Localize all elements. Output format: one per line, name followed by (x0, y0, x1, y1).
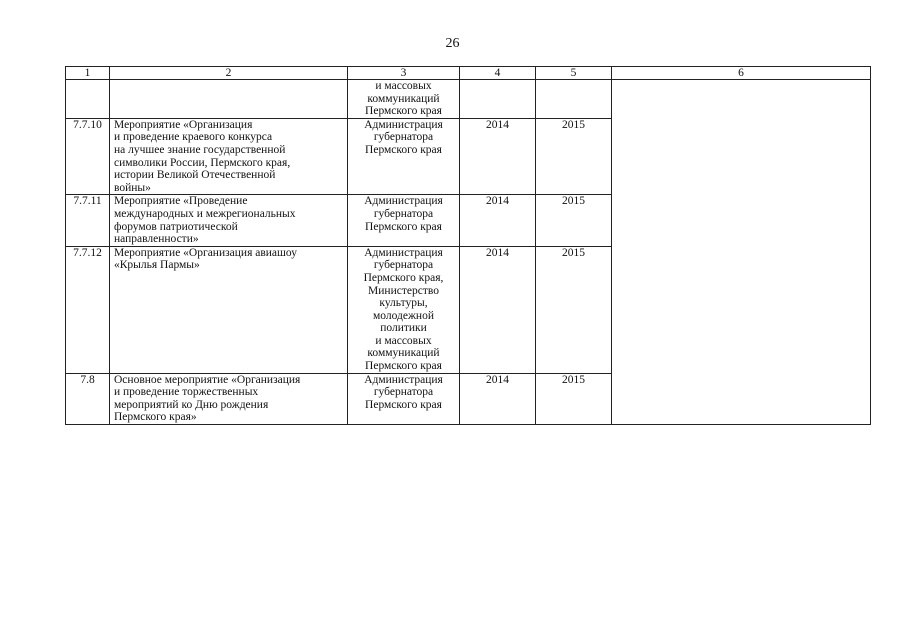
executor: Администрация губернатора Пермского края (364, 373, 443, 411)
start-year: 2014 (486, 373, 509, 386)
end-year-cell (536, 195, 612, 246)
activity-name-cell (110, 118, 348, 195)
row-number: 7.8 (80, 373, 95, 386)
row-number-cell (66, 195, 110, 246)
start-year-cell (460, 118, 536, 195)
activity-name-cell (110, 80, 348, 119)
executor-cell (348, 195, 460, 246)
column-header-5: 5 (536, 67, 612, 80)
start-year: 2014 (486, 195, 509, 208)
executor-cell (348, 246, 460, 373)
row-number: 7.7.10 (73, 118, 102, 131)
row-number: 7.7.12 (73, 246, 102, 259)
row-number-cell (66, 373, 110, 424)
start-year: 2014 (486, 246, 509, 259)
row-number-cell (66, 118, 110, 195)
activities-table (65, 66, 871, 425)
end-year-cell (536, 80, 612, 119)
row-number: 7.7.11 (73, 195, 102, 208)
column-header-2: 2 (110, 67, 348, 80)
table-row (66, 80, 871, 119)
end-year-cell (536, 118, 612, 195)
activity-name-cell (110, 373, 348, 424)
executor-cell (348, 80, 460, 119)
activity-name: Мероприятие «Организация авиашоу «Крылья Пармы» (114, 246, 297, 272)
activity-name-cell (110, 195, 348, 246)
activity-name: Основное мероприятие «Организация и проведение торжественных мероприятий ко Дню рождения Пермского края» (114, 373, 301, 424)
end-year: 2015 (562, 246, 585, 259)
activity-name-cell (110, 246, 348, 373)
row-number-cell (66, 80, 110, 119)
end-year: 2015 (562, 195, 585, 208)
end-year-cell (536, 246, 612, 373)
result-cell (612, 80, 871, 425)
start-year: 2014 (486, 118, 509, 131)
column-header-3: 3 (348, 67, 460, 80)
start-year-cell (460, 80, 536, 119)
activity-name: Мероприятие «Проведение международных и межрегиональных форумов патриотической направленности» (114, 195, 296, 246)
column-header-1: 1 (66, 67, 110, 80)
page-number: 26 (445, 36, 460, 51)
table-header-row (66, 67, 871, 80)
end-year-cell (536, 373, 612, 424)
executor-cell (348, 373, 460, 424)
end-year: 2015 (562, 373, 585, 386)
start-year-cell (460, 373, 536, 424)
executor: Администрация губернатора Пермского края, Министерство культуры, молодежной политики и массовых коммуникаций Пермского края (363, 246, 444, 373)
end-year: 2015 (562, 118, 585, 131)
executor: Администрация губернатора Пермского края (364, 195, 443, 233)
executor: Администрация губернатора Пермского края (364, 118, 443, 156)
column-header-6: 6 (612, 67, 871, 80)
column-header-4: 4 (460, 67, 536, 80)
start-year-cell (460, 195, 536, 246)
executor: и массовых коммуникаций Пермского края (365, 80, 442, 118)
activity-name: Мероприятие «Организация и проведение краевого конкурса на лучшее знание государственной символики России, Пермского края, истории Великой Отечественной войны» (114, 118, 291, 194)
executor-cell (348, 118, 460, 195)
row-number-cell (66, 246, 110, 373)
start-year-cell (460, 246, 536, 373)
